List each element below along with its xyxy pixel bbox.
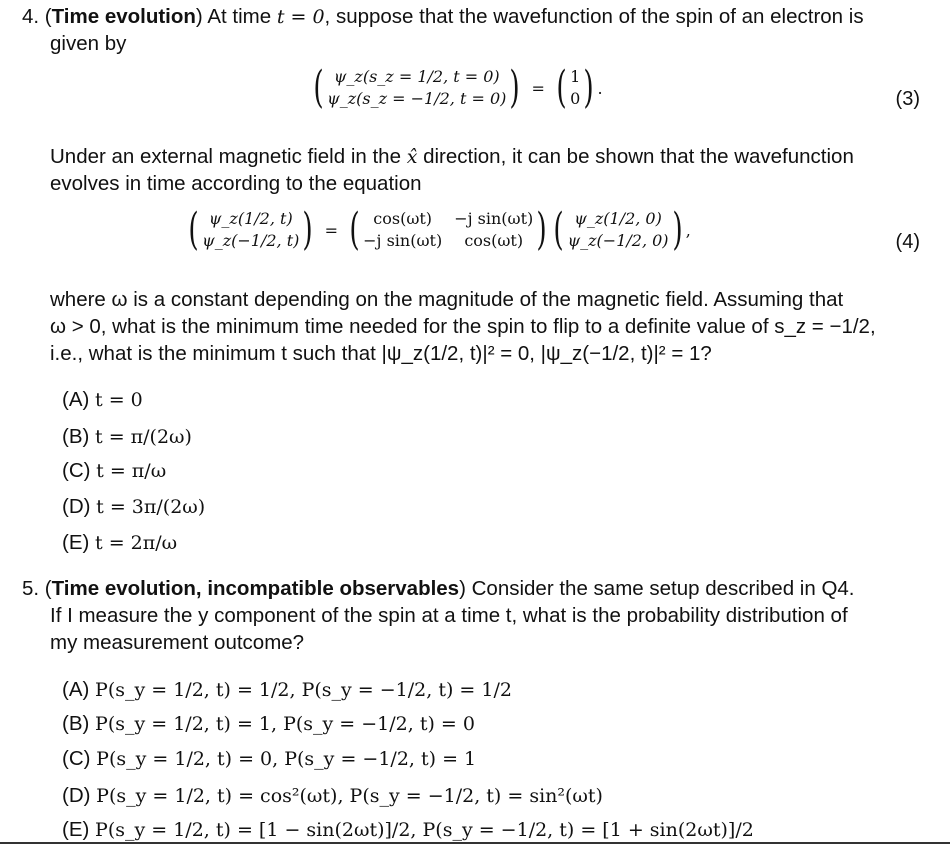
q4-option-a-text: t = 0 [95,389,143,411]
q5-option-e[interactable] [62,817,754,843]
q5-option-a-text: P(s_y = 1/2, t) = 1/2, P(s_y = −1/2, t) = 1/2 [95,679,512,701]
eq3-number: (3) [895,88,920,110]
q4-title: Time evolution [51,5,196,28]
q4-para3-line-2: ω > 0, what is the minimum time needed for the spin to flip to a definite value of s_z = −1/2, [50,315,876,338]
q4-para2-line-2: evolves in time according to the equation [50,172,422,195]
q4-option-c[interactable] [62,458,166,484]
eq4-number: (4) [895,231,920,253]
eq3-lhs-bottom: ψ_z(s_z = −1/2, t = 0) [327,89,507,108]
eq4-v-bottom: ψ_z(−1/2, 0) [567,231,669,250]
q4-option-d-text: t = 3π/(2ω) [96,496,206,518]
q4-option-d[interactable] [62,494,205,520]
q4-option-d-label: (D) [62,495,91,518]
eq4-lhs-vector: ( ψ_z(1/2, t) ψ_z(−1/2, t) ) [188,204,314,255]
q5-line-3: my measurement outcome? [50,631,305,654]
q5-option-d-label: (D) [62,784,91,807]
q4-option-b-text: t = π/(2ω) [95,426,192,448]
x-hat: x̂ [406,146,418,168]
eq3-lhs-top: ψ_z(s_z = 1/2, t = 0) [333,67,500,86]
q4-option-c-label: (C) [62,459,91,482]
q5-line-2: If I measure the y component of the spin at a time t, what is the probability distribution of [50,604,848,627]
q4-line-2: given by [50,32,127,55]
q4-para2-line-1 [50,144,854,170]
q4-option-e-text: t = 2π/ω [95,532,178,554]
q4-para2-b: direction, it can be shown that the wavefunction [417,145,854,168]
q4-option-b[interactable] [62,424,192,450]
eq4-lhs-bottom: ψ_z(−1/2, t) [202,231,300,250]
eq4-lhs-top: ψ_z(1/2, t) [208,209,293,228]
q4-option-a[interactable] [62,387,143,413]
q4-option-e[interactable] [62,530,177,556]
q5-option-b-text: P(s_y = 1/2, t) = 1, P(s_y = −1/2, t) = 0 [95,713,475,735]
q4-number: 4. [22,5,40,28]
q4-para3-line-3: i.e., what is the minimum t such that |ψ_z(1/2, t)|² = 0, |ψ_z(−1/2, t)|² = 1? [50,342,712,365]
q5-option-a[interactable] [62,677,512,703]
eq3-rhs-vector: ( 1 0 ) [556,62,595,113]
q5-option-d[interactable] [62,783,603,809]
eq3-lhs-vector: ( ψ_z(s_z = 1/2, t = 0) ψ_z(s_z = −1/2, t = 0) ) [313,62,521,113]
q5-option-a-label: (A) [62,678,90,701]
equation-3: ( ψ_z(s_z = 1/2, t = 0) ψ_z(s_z = −1/2, t = 0) ) = ( 1 0 ) . [310,66,603,110]
q4-option-c-text: t = π/ω [96,460,167,482]
q5-intro-rest: ) Consider the same setup described in Q4. [459,577,855,600]
q5-option-c-label: (C) [62,747,91,770]
q5-option-d-text: P(s_y = 1/2, t) = cos²(ωt), P(s_y = −1/2, t) = sin²(ωt) [96,785,603,807]
eq3-rhs-bottom: 0 [570,89,581,108]
q4-intro-math: t = 0 [276,6,325,28]
q5-number: 5. [22,577,40,600]
q4-option-e-label: (E) [62,531,90,554]
q5-option-c-text: P(s_y = 1/2, t) = 0, P(s_y = −1/2, t) = 1 [96,748,477,770]
eq3-rhs-top: 1 [570,67,581,86]
q5-option-e-label: (E) [62,818,90,841]
q5-option-b-label: (B) [62,712,90,735]
eq4-m12: −j sin(ωt) [454,209,534,228]
q5-title: Time evolution, incompatible observables [51,577,460,600]
eq4-m22: cos(ωt) [464,231,524,250]
q5-option-b[interactable] [62,711,475,737]
q4-intro-b: , suppose that the wavefunction of the spin of an electron is [324,5,864,28]
q5-option-c[interactable] [62,746,476,772]
q5-line-1: 5. (Time evolution, incompatible observables) Consider the same setup described in Q4. [22,577,855,600]
eq4-rhs-vector: ( ψ_z(1/2, 0) ψ_z(−1/2, 0) ) [553,204,683,255]
q4-option-a-label: (A) [62,388,90,411]
q4-option-b-label: (B) [62,425,90,448]
q4-line-1: 4. (Time evolution) At time t = 0, suppose that the wavefunction of the spin of an electron is [22,5,864,28]
eq4-m21: −j sin(ωt) [363,231,443,250]
eq4-matrix: ( cos(ωt) −j sin(ωt) −j sin(ωt) cos(ωt) ) [349,204,547,255]
eq4-m11: cos(ωt) [373,209,433,228]
q4-para2-a: Under an external magnetic field in the [50,145,407,168]
q4-intro-a: ) At time [195,5,277,28]
q5-option-e-text: P(s_y = 1/2, t) = [1 − sin(2ωt)]/2, P(s_y = −1/2, t) = [1 + sin(2ωt)]/2 [95,819,754,841]
equation-4: ( ψ_z(1/2, t) ψ_z(−1/2, t) ) = ( cos(ωt) −j sin(ωt) −j sin(ωt) cos(ωt) ) ( ψ_z(1/2, 0) ψ_z(−1/2, 0) ) , [185,208,691,252]
q4-para3-line-1: where ω is a constant depending on the magnitude of the magnetic field. Assuming that [50,288,844,311]
eq4-v-top: ψ_z(1/2, 0) [574,209,662,228]
